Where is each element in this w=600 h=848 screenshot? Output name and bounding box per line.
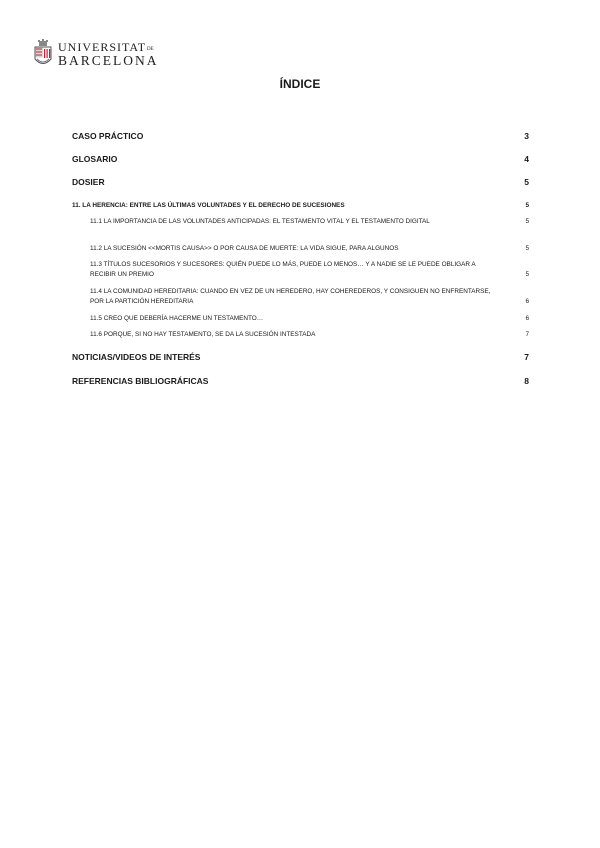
toc-entry-text: 11.1 LA IMPORTANCIA DE LAS VOLUNTADES ANTICIPADAS: EL TESTAMENTO VITAL Y EL TESTAMENTO DIGITAL bbox=[90, 218, 430, 225]
toc-entry-text: 11.4 LA COMUNIDAD HEREDITARIA: CUANDO EN VEZ DE UN HEREDERO, HAY COHEREDEROS, Y CONSIGUEN NO ENFRENTARSE, POR LA PARTICIÓN HEREDITARIA bbox=[90, 288, 491, 305]
toc-entry-11-2[interactable] bbox=[72, 244, 529, 254]
toc-entry-text: 11.3 TÍTULOS SUCESORIOS Y SUCESORES: QUIÉN PUEDE LO MÁS, PUEDE LO MENOS… Y A NADIE SE LE PUEDE OBLIGAR A RECIBIR UN PREMIO bbox=[90, 261, 476, 278]
toc-entry-text: GLOSARIO bbox=[72, 154, 118, 164]
toc-entry-page: 5 bbox=[525, 271, 529, 278]
toc-entry-page: 6 bbox=[525, 315, 529, 322]
toc-entry-11-3[interactable] bbox=[72, 260, 529, 280]
toc-entry-referencias[interactable] bbox=[72, 376, 529, 386]
university-logo bbox=[33, 39, 159, 69]
coat-of-arms-icon bbox=[33, 39, 53, 69]
toc-entry-page: 5 bbox=[525, 245, 529, 252]
toc-entry-page: 7 bbox=[525, 331, 529, 338]
toc-entry-text: REFERENCIAS BIBLIOGRÁFICAS bbox=[72, 376, 209, 386]
toc-entry-page: 5 bbox=[524, 177, 529, 187]
toc-entry-glosario[interactable] bbox=[72, 154, 529, 164]
toc-entry-page: 5 bbox=[525, 202, 529, 209]
toc-entry-text: 11.6 PORQUE, SI NO HAY TESTAMENTO, SE DA LA SUCESIÓN INTESTADA bbox=[90, 331, 316, 338]
toc-entry-page: 3 bbox=[524, 131, 529, 141]
logo-line-1: UNIVERSITATDE bbox=[58, 39, 154, 54]
toc-entry-text: 11.5 CREO QUE DEBERÍA HACERME UN TESTAMENTO… bbox=[90, 315, 264, 322]
toc-entry-page: 8 bbox=[524, 376, 529, 386]
toc-entry-11-6[interactable] bbox=[72, 330, 529, 340]
toc-entry-text: 11. LA HERENCIA: ENTRE LAS ÚLTIMAS VOLUNTADES Y EL DERECHO DE SUCESIONES bbox=[72, 202, 345, 209]
toc-entry-section-11[interactable] bbox=[72, 202, 529, 209]
toc-entry-page: 4 bbox=[524, 154, 529, 164]
toc-entry-11-5[interactable] bbox=[72, 314, 529, 324]
toc-entry-text: CASO PRÁCTICO bbox=[72, 131, 144, 141]
toc-entry-page: 6 bbox=[525, 298, 529, 305]
toc-entry-dosier[interactable] bbox=[72, 177, 529, 187]
toc-entry-11-4[interactable] bbox=[72, 287, 529, 307]
toc-entry-page: 7 bbox=[524, 352, 529, 362]
toc-entry-caso-practico[interactable] bbox=[72, 131, 529, 141]
toc-entry-text: DOSIER bbox=[72, 177, 105, 187]
toc-entry-text: NOTICIAS/VIDEOS DE INTERÉS bbox=[72, 352, 201, 362]
toc-entry-text: 11.2 LA SUCESIÓN <<MORTIS CAUSA>> O POR CAUSA DE MUERTE: LA VIDA SIGUE, PARA ALGUNOS bbox=[90, 245, 399, 252]
toc-entry-page: 5 bbox=[525, 218, 529, 225]
toc-entry-11-1[interactable] bbox=[72, 217, 529, 227]
logo-line-2: BARCELONA bbox=[58, 52, 159, 68]
toc-entry-noticias[interactable] bbox=[72, 352, 529, 362]
page-title: ÍNDICE bbox=[279, 77, 321, 91]
